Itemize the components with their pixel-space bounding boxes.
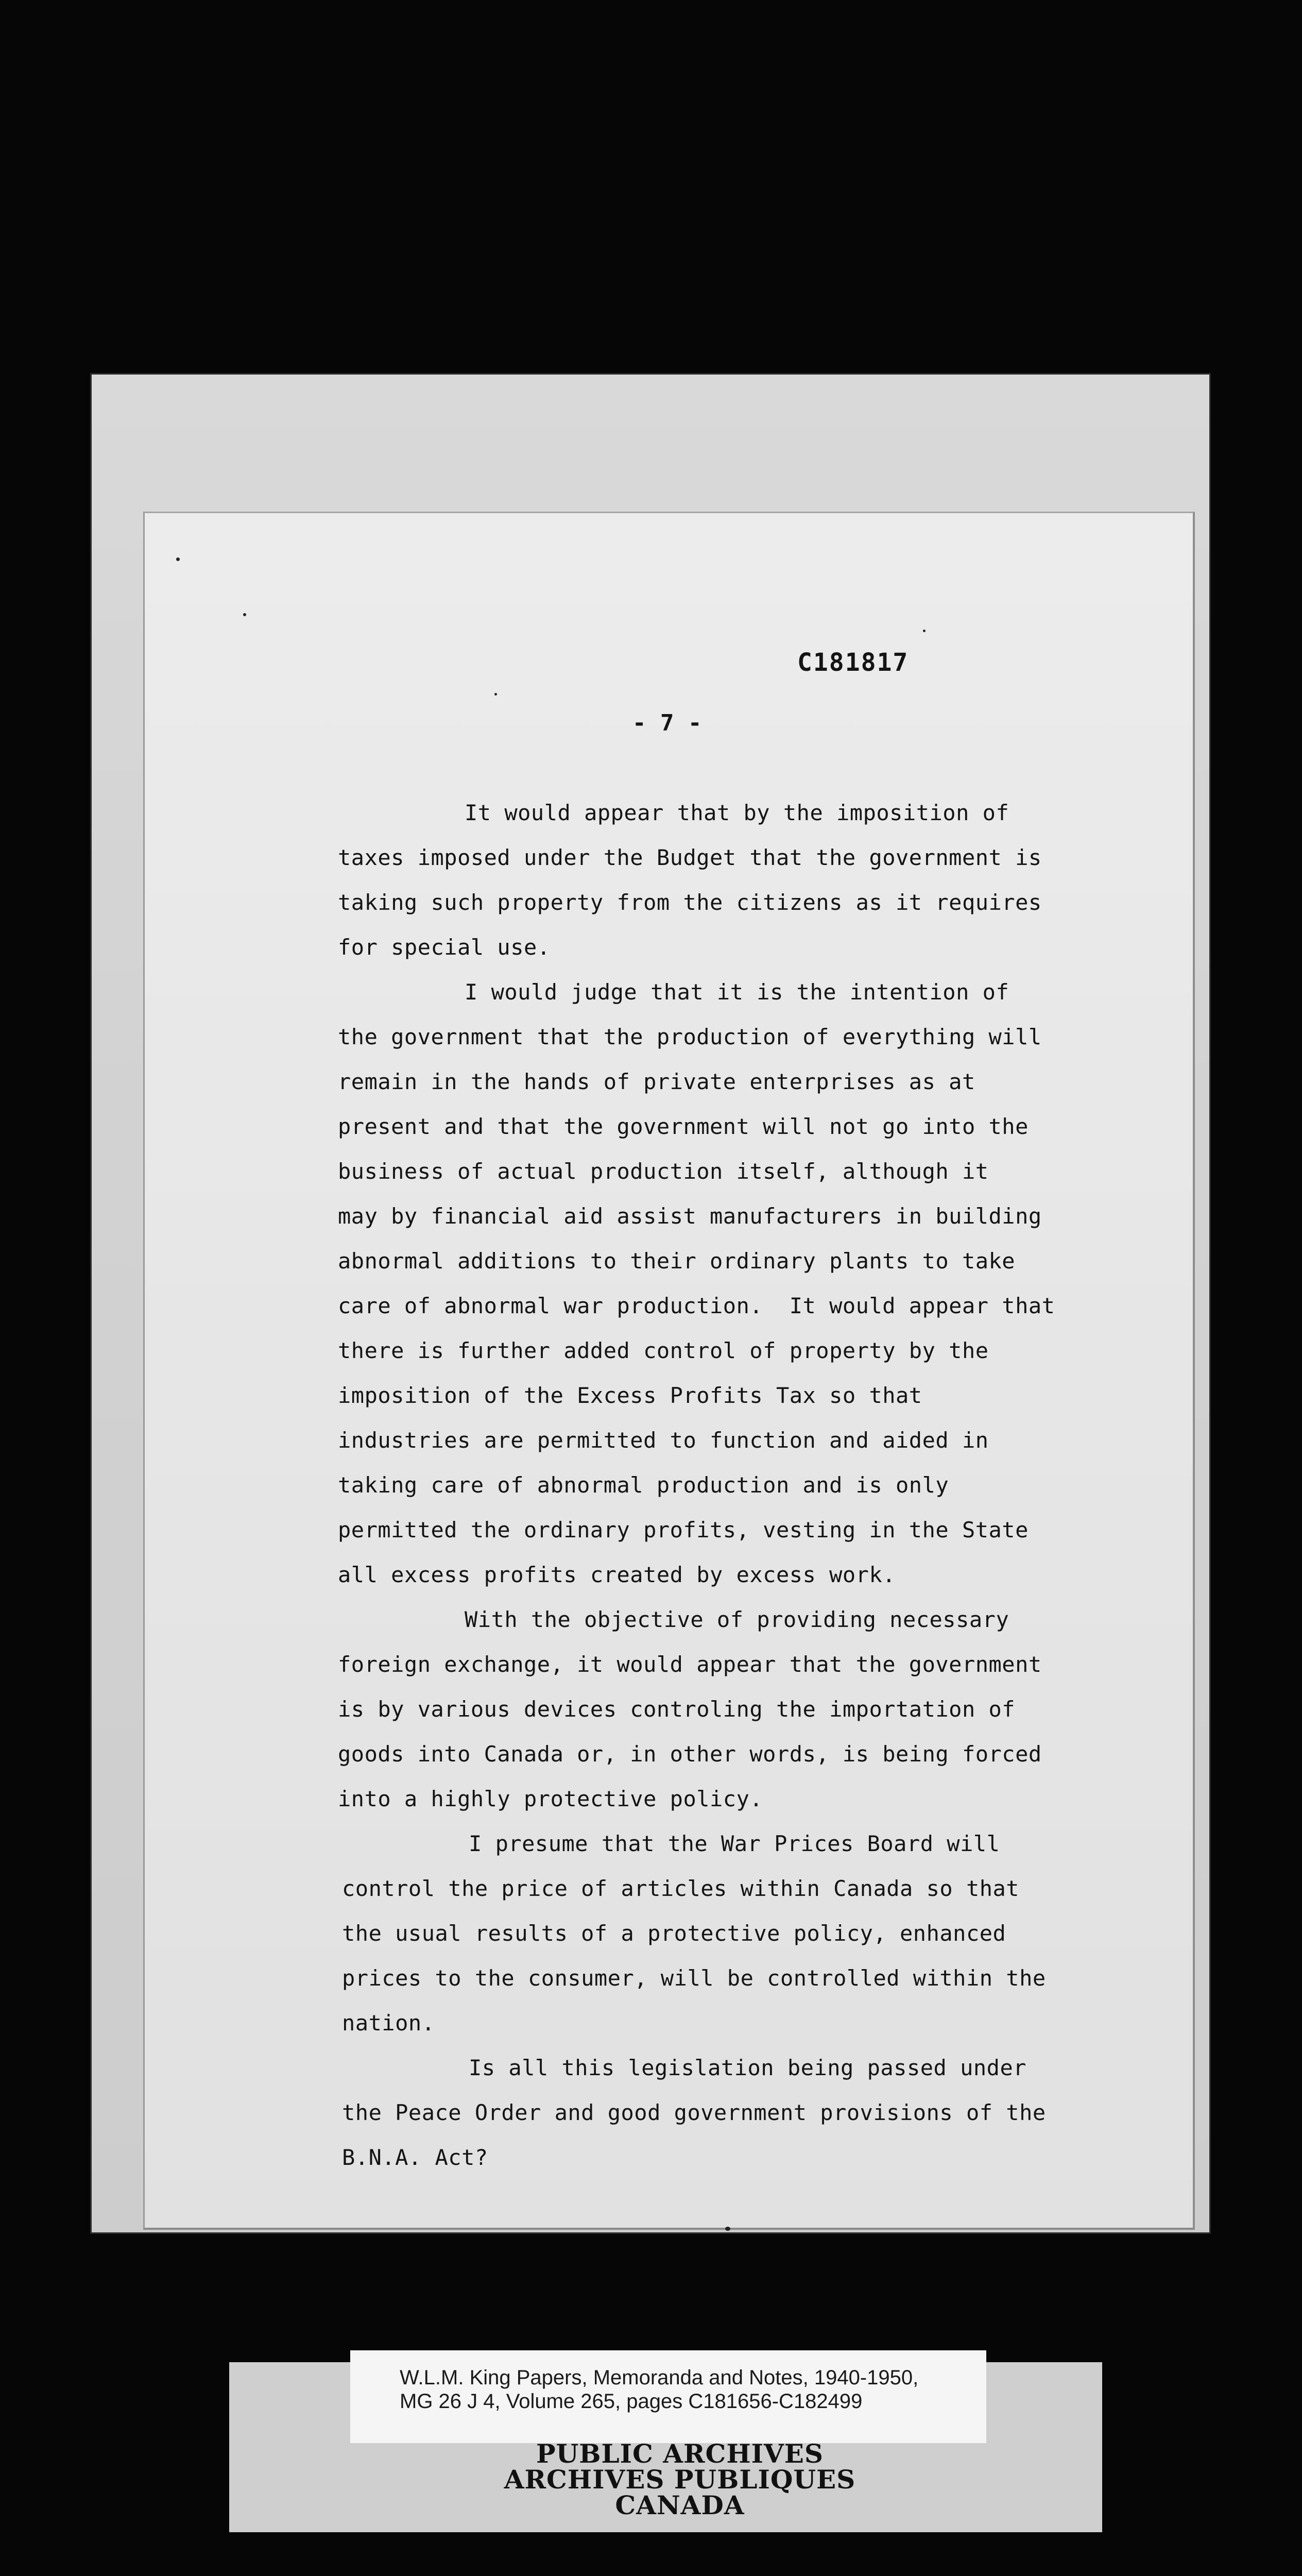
speck bbox=[725, 2227, 730, 2231]
body-line: the government that the production of everything will bbox=[338, 1024, 1042, 1049]
body-line: foreign exchange, it would appear that the government bbox=[338, 1652, 1042, 1677]
body-line: abnormal additions to their ordinary plants to take bbox=[338, 1248, 1016, 1274]
body-line: taxes imposed under the Budget that the government is bbox=[338, 845, 1042, 870]
body-line: nation. bbox=[342, 2010, 435, 2036]
stamp-line: CANADA bbox=[615, 2490, 745, 2520]
body-line: remain in the hands of private enterprises as at bbox=[338, 1069, 975, 1094]
body-line: for special use. bbox=[338, 935, 551, 960]
body-line: With the objective of providing necessary bbox=[465, 1607, 1009, 1632]
body-line: permitted the ordinary profits, vesting in the State bbox=[338, 1517, 1029, 1543]
speck bbox=[176, 557, 180, 561]
body-line: I presume that the War Prices Board will bbox=[469, 1831, 1000, 1856]
stamp-line: PUBLIC ARCHIVES bbox=[536, 2438, 824, 2469]
stamp-line: ARCHIVES PUBLIQUES bbox=[504, 2464, 856, 2495]
archive-stamp bbox=[494, 2438, 865, 2520]
body-line: business of actual production itself, although it bbox=[338, 1159, 989, 1184]
body-line: B.N.A. Act? bbox=[342, 2145, 488, 2170]
body-line: all excess profits created by excess work. bbox=[338, 1562, 896, 1587]
body-line: I would judge that it is the intention of bbox=[465, 979, 1009, 1005]
body-line: into a highly protective policy. bbox=[338, 1786, 763, 1811]
body-line: is by various devices controling the importation of bbox=[338, 1697, 1016, 1722]
page-number: - 7 - bbox=[632, 710, 702, 736]
body-line: control the price of articles within Canada so that bbox=[342, 1876, 1020, 1901]
body-line: prices to the consumer, will be controlled within the bbox=[342, 1965, 1046, 1991]
citation-line: W.L.M. King Papers, Memoranda and Notes, 1940-1950, bbox=[400, 2366, 919, 2389]
archive-citation bbox=[400, 2366, 918, 2413]
speck bbox=[923, 630, 926, 632]
body-line: taking care of abnormal production and is only bbox=[338, 1472, 949, 1498]
body-line: present and that the government will not go into the bbox=[338, 1114, 1029, 1139]
body-line: imposition of the Excess Profits Tax so that bbox=[338, 1383, 922, 1408]
citation-line: MG 26 J 4, Volume 265, pages C181656-C182499 bbox=[400, 2390, 863, 2413]
body-line: It would appear that by the imposition of bbox=[465, 800, 1009, 825]
body-line: goods into Canada or, in other words, is being forced bbox=[338, 1741, 1042, 1767]
label-notch bbox=[229, 2362, 319, 2424]
speck bbox=[243, 613, 246, 616]
body-line: may by financial aid assist manufacturers in building bbox=[338, 1204, 1042, 1229]
body-line: industries are permitted to function and aided in bbox=[338, 1428, 989, 1453]
body-line: the usual results of a protective policy, enhanced bbox=[342, 1921, 1006, 1946]
body-line: Is all this legislation being passed under bbox=[469, 2055, 1027, 2080]
body-line: care of abnormal war production. It would appear that bbox=[338, 1293, 1055, 1318]
body-line: there is further added control of property by the bbox=[338, 1338, 989, 1363]
body-line: the Peace Order and good government provisions of the bbox=[342, 2100, 1046, 2125]
speck bbox=[494, 693, 497, 696]
body-line: taking such property from the citizens as it requires bbox=[338, 890, 1042, 915]
document-reference-number: C181817 bbox=[797, 648, 909, 677]
